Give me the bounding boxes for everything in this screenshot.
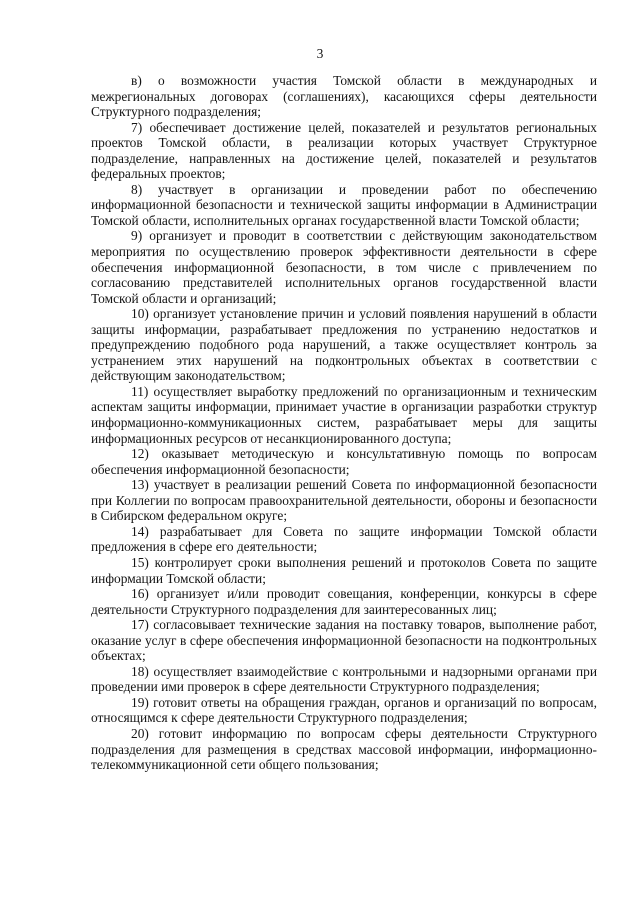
paragraph-item-15: 15) контролирует сроки выполнения решений и протоколов Совета по защите информации Томской области;: [91, 554, 597, 586]
paragraph-item-12: 12) оказывает методическую и консультативную помощь по вопросам обеспечения информационной безопасности;: [91, 446, 597, 477]
paragraph-item-11: 11) осуществляет выработку предложений по организационным и техническим аспектам защиты информации, принимает участие в организации разработки структур информационно-коммуникационных систем, разрабатывает меры для защиты информационных ресурсов от несанкционированного доступа;: [91, 383, 597, 446]
paragraph-item-20: 20) готовит информацию по вопросам сферы деятельности Структурного подразделения для размещения в средствах массовой информации, информационно-телекоммуникационной сети общего пользования;: [91, 725, 597, 773]
paragraph-item-17: 17) согласовывает технические задания на поставку товаров, выполнение работ, оказание услуг в сфере обеспечения информационной безопасности на подконтрольных объектах;: [91, 617, 597, 664]
document-body: [91, 73, 597, 773]
paragraph-item-13: 13) участвует в реализации решений Совета по информационной безопасности при Коллегии по вопросам правоохранительной деятельности, обороны и безопасности в Сибирском федеральном округе;: [91, 477, 597, 524]
paragraph-item-9: 9) организует и проводит в соответствии с действующим законодательством мероприятия по осуществлению проверок эффективности деятельности в сфере обеспечения информационной безопасности, в том числе с привлечением по согласованию представителей исполнительных органов государственной власти Томской области и организаций;: [91, 228, 597, 306]
paragraph-item-19: 19) готовит ответы на обращения граждан, органов и организаций по вопросам, относящимся к сфере деятельности Структурного подразделения;: [91, 694, 597, 726]
paragraph-item-7: 7) обеспечивает достижение целей, показателей и результатов региональных проектов Томской области, в реализации которых участвует Структурное подразделение, направленных на достижение целей, показателей и результатов федеральных проектов;: [91, 119, 597, 182]
paragraph-item-14: 14) разрабатывает для Совета по защите информации Томской области предложения в сфере его деятельности;: [91, 523, 597, 555]
paragraph-item-10: 10) организует установление причин и условий появления нарушений в области защиты информации, разрабатывает предложения по устранению недостатков и предупреждению подобного рода нарушений, а также осуществляет контроль за устранением этих нарушений на подконтрольных объектах в соответствии с действующим законодательством;: [91, 306, 597, 384]
page-number: 3: [316, 46, 324, 61]
paragraph-item-8: 8) участвует в организации и проведении работ по обеспечению информационной безопасности и технической защиты информации в Администрации Томской области, исполнительных органах государственной власти Томской области;: [91, 181, 597, 228]
paragraph-item-18: 18) осуществляет взаимодействие с контрольными и надзорными органами при проведении ими проверок в сфере деятельности Структурного подразделения;: [91, 663, 597, 695]
paragraph-item-16: 16) организует и/или проводит совещания, конференции, конкурсы в сфере деятельности Структурного подразделения для заинтересованных лиц;: [91, 586, 597, 617]
paragraph-subitem-v: в) о возможности участия Томской области в международных и межрегиональных договорах (соглашениях), касающихся сферы деятельности Структурного подразделения;: [91, 73, 597, 120]
